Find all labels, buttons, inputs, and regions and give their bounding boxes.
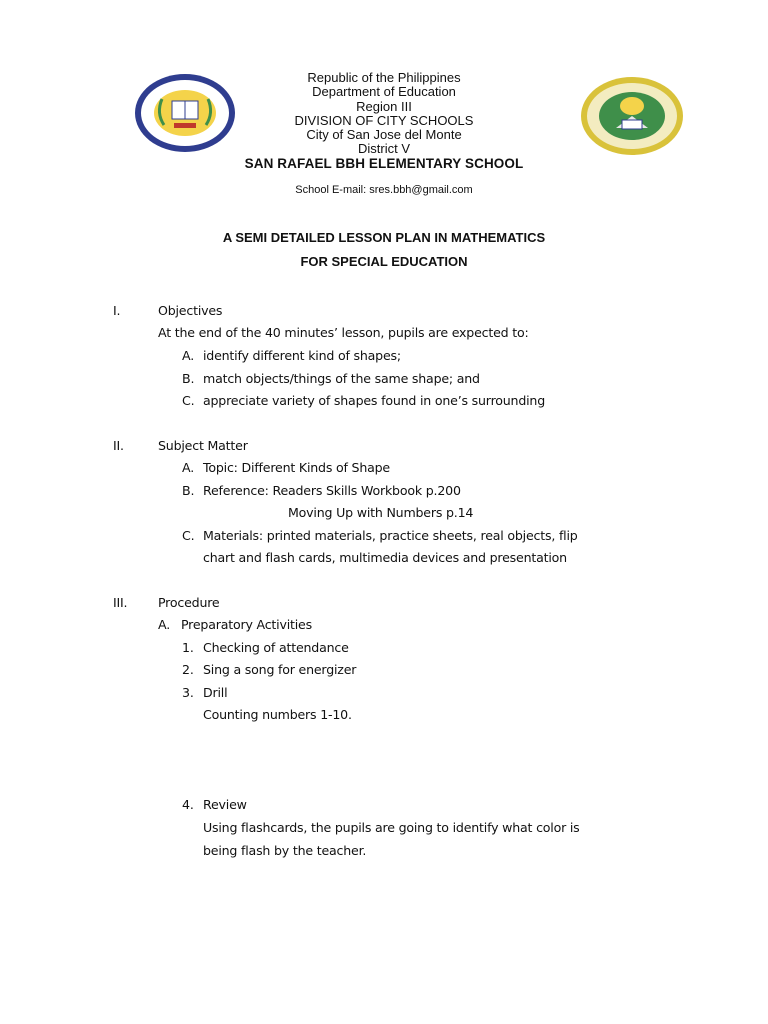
procedure-step [182,662,356,677]
subject-materials [182,528,578,543]
section-numeral-iii: III. [113,595,128,610]
header-division: DIVISION OF CITY SCHOOLS [294,112,474,128]
school-email: School E-mail: sres.bbh@gmail.com [295,184,473,196]
review-detail-line: Using flashcards, the pupils are going to identify what color is [203,820,580,835]
subject-marker: C. [182,528,195,543]
header-region: Region III [356,98,412,114]
objective-text: match objects/things of the same shape; and [203,371,480,386]
drill-detail: Counting numbers 1-10. [203,707,352,722]
subject-topic [182,460,390,475]
objective-text: identify different kind of shapes; [203,348,401,363]
title-line-2: FOR SPECIAL EDUCATION [300,254,468,269]
section-numeral-ii: II. [113,438,124,453]
title-line-1: A SEMI DETAILED LESSON PLAN IN MATHEMATICS [222,230,546,245]
objective-marker: A. [182,348,194,363]
objectives-intro: At the end of the 40 minutes’ lesson, pupils are expected to: [158,325,529,340]
section-heading-subject-matter: Subject Matter [158,438,248,453]
subject-reference [182,483,461,498]
objective-text: appreciate variety of shapes found in one’s surrounding [203,393,546,408]
step-marker: 1. [182,640,194,655]
subject-text: Materials: printed materials, practice sheets, real objects, flip [203,528,578,543]
step-text: Review [203,797,247,812]
objective-item [182,393,545,408]
step-marker: 2. [182,662,194,677]
step-text: Sing a song for energizer [203,662,357,677]
step-text: Checking of attendance [203,640,349,655]
section-numeral-i: I. [113,303,121,318]
subject-reference-continued: Moving Up with Numbers p.14 [288,505,474,520]
subject-marker: A. [182,460,194,475]
procedure-step [182,640,349,655]
header-city: City of San Jose del Monte [306,127,462,143]
subject-text: Reference: Readers Skills Workbook p.200 [203,483,461,498]
header-district: District V [358,141,410,157]
subject-marker: B. [182,483,195,498]
header-republic: Republic of the Philippines [307,70,461,85]
header-department: Department of Education [312,84,456,100]
section-heading-objectives: Objectives [158,303,223,318]
step-marker: 4. [182,797,194,812]
header-lines [0,71,768,157]
step-text: Drill [203,685,228,700]
review-detail-line: being flash by the teacher. [203,843,367,858]
step-marker: 3. [182,685,194,700]
procedure-subheading [158,617,312,632]
objective-marker: B. [182,371,195,386]
objective-marker: C. [182,393,195,408]
procedure-step [182,685,227,700]
school-name: SAN RAFAEL BBH ELEMENTARY SCHOOL [244,156,524,171]
objective-item [182,348,401,363]
procedure-subheading-text: Preparatory Activities [181,617,312,632]
objective-item [182,371,480,386]
procedure-marker: A. [158,617,170,632]
section-heading-procedure: Procedure [158,595,220,610]
subject-materials-continued: chart and flash cards, multimedia devices and presentation [203,550,567,565]
procedure-step-review [182,797,247,812]
subject-text: Topic: Different Kinds of Shape [203,460,390,475]
